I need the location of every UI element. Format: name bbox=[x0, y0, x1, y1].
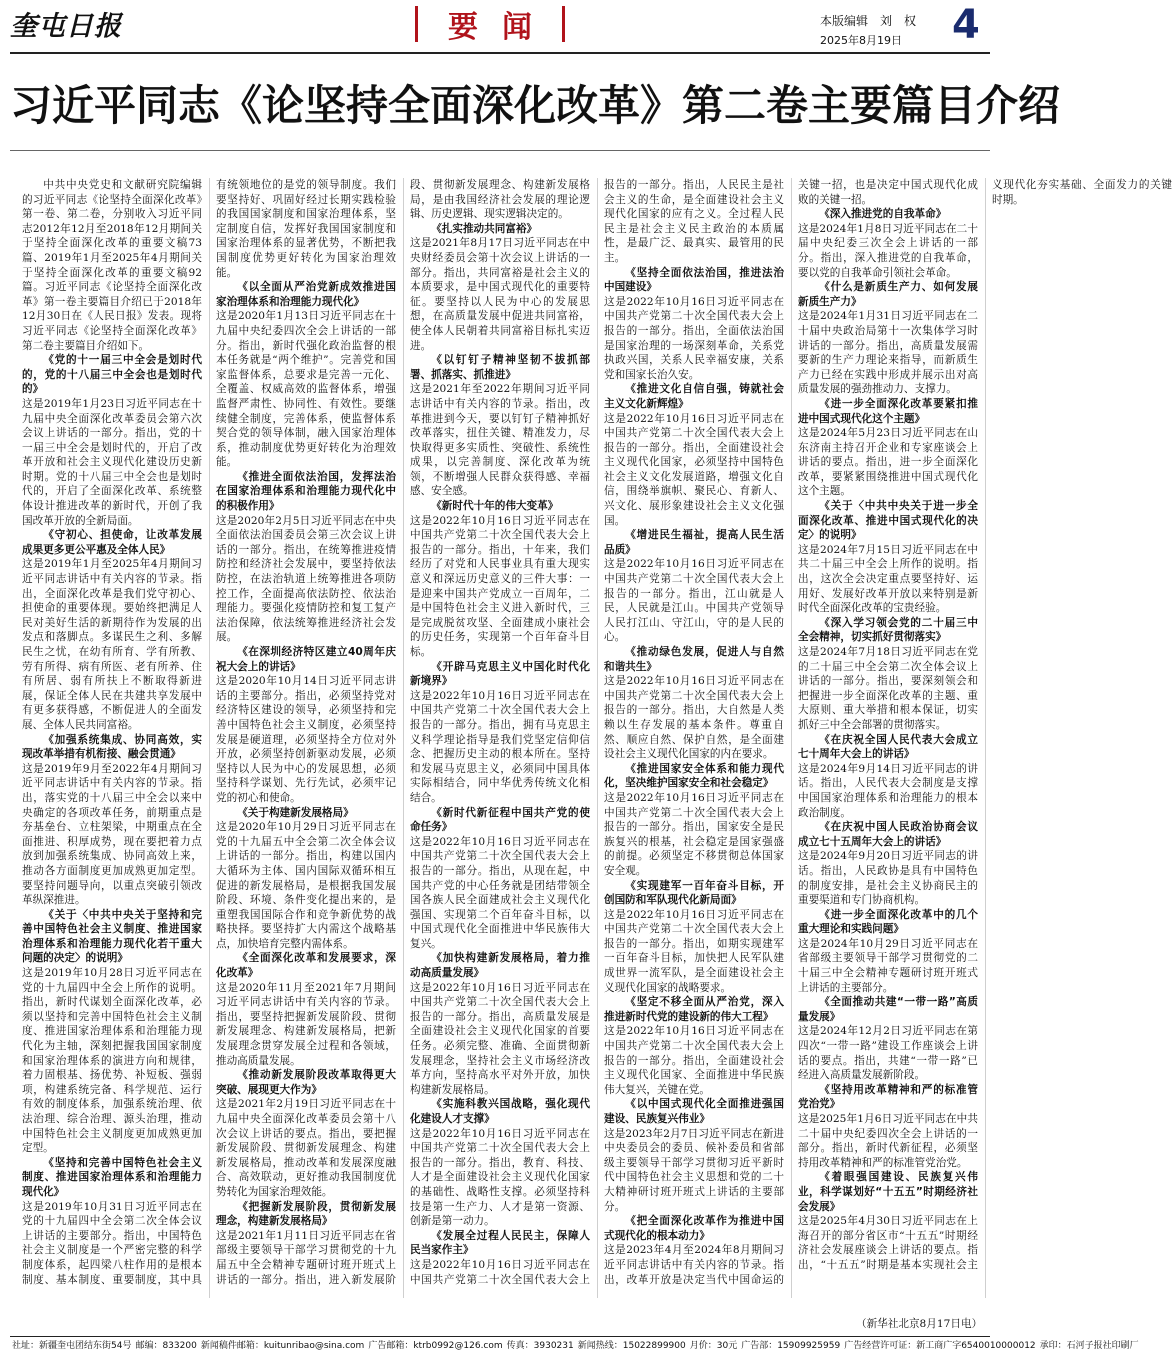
article-item bbox=[22, 353, 202, 528]
article-item bbox=[604, 266, 784, 383]
article-item-title: 《全面推动共建“一带一路”高质量发展》 bbox=[798, 996, 978, 1023]
article-item-body: 这是2022年10月16日习近平同志在中国共产党第二十次全国代表大会上报告的一部分。指出，国家安全是民族复兴的根基，社会稳定是国家强盛的前提。必须坚定不移贯彻总体国家安全观。 bbox=[604, 791, 784, 877]
article-item bbox=[798, 207, 978, 280]
headline-rule bbox=[10, 150, 990, 151]
article-item-body: 这是2024年10月29日习近平同志在省部级主要领导干部学习贯彻党的二十届三中全会精神专题研讨班开班式上讲话的主要部分。 bbox=[798, 937, 978, 994]
article-item-title: 《把全面深化改革作为推进中国式现代化的根本动力》 bbox=[604, 1215, 784, 1242]
article-item-title: 《扎实推动共同富裕》 bbox=[431, 222, 538, 235]
footer-ad-email: 广告邮箱：ktrb0992@126.com bbox=[368, 1341, 503, 1351]
article-item-body: 这是2022年10月16日习近平同志在中国共产党第二十次全国代表大会上报告的一部分。指出，从现在起，中国共产党的中心任务就是团结带领全国各族人民全面建成社会主义现代化强国、实现第二个百年奋斗目标，以中国式现代化全面推进中华民族伟大复兴。 bbox=[410, 835, 590, 950]
article-item bbox=[216, 1068, 396, 1199]
article-item bbox=[604, 382, 784, 528]
article-item-body: 这是2024年9月20日习近平同志的讲话。指出，人民政协是具有中国特色的制度安排，是社会主义协商民主的重要渠道和专门协商机构。 bbox=[798, 850, 978, 907]
article-item-title: 《发展全过程人民民主，保障人民当家作主》 bbox=[410, 1229, 590, 1257]
article-item-body: 这是2025年4月30日习近平同志在上海召开的部分省区市“十五五”时期经济社会发展座谈会上讲话的要点。指出，“十五五”时期是基本实现社会主义现代化夯实基础、全面发力的关键时期。 bbox=[798, 179, 1172, 1271]
article-item bbox=[798, 908, 978, 996]
article-item-body: 这是2019年1月至2025年4月期间习近平同志讲话中有关内容的节录。指出，全面深化改革是我们党守初心、担使命的重要体现。要始终把满足人民对美好生活的新期待作为发展的出发点和落脚点。多谋民生之利、多解民生之忧，在幼有所育、学有所教、劳有所得、病有所医、老有所养、住有所居、弱有所扶上不断取得新进展，保证全体人民在共建共享发展中有更多获得感，不断促进人的全面发展、全体人民共同富裕。 bbox=[22, 558, 202, 731]
article-item-title: 《在庆祝中国人民政治协商会议成立七十五周年大会上的讲话》 bbox=[798, 821, 978, 848]
article-item-body: 这是2021年8月17日习近平同志在中央财经委员会第十次会议上讲话的一部分。指出，共同富裕是社会主义的本质要求，是中国式现代化的重要特征。要坚持以人民为中心的发展思想，在高质量发展中促进共同富裕，使全体人民朝着共同富裕目标扎实迈进。 bbox=[410, 237, 590, 352]
article-item bbox=[798, 397, 978, 499]
article-item bbox=[798, 616, 978, 733]
article-item-body: 这是2019年10月28日习近平同志在党的十九届四中全会上所作的说明。指出，新时代谋划全面深化改革，必须以坚持和完善中国特色社会主义制度、推进国家治理体系和治理能力现代化为主轴，深刻把握我国国家制度和国家治理体系的演进方向和规律，着力固根基、扬优势、补短板、强弱项，构建系统完备、科学规范、运行有效的制度体系，加强系统治理、依法治理、综合治理、源头治理，推动中国特色社会主义制度更加成熟更加定型。 bbox=[22, 967, 202, 1155]
article-item-body: 这是2022年10月16日习近平同志在中国共产党第二十次全国代表大会上报告的一部分。指出，人民民主是社会主义的生命，是全面建设社会主义现代化国家的应有之义。全过程人民民主是社会主义民主政治的本质属性，是最广泛、最真实、最管用的民主。 bbox=[410, 179, 784, 1286]
article-item-title: 《新时代十年的伟大变革》 bbox=[431, 500, 559, 513]
article-item bbox=[604, 528, 784, 645]
section-title: 要闻 bbox=[448, 10, 556, 45]
footer-news-email: 新闻稿件邮箱：kuitunribao@sina.com bbox=[200, 1341, 365, 1351]
article-item-body: 这是2022年10月16日习近平同志在中国共产党第二十次全国代表大会上报告的一部分。指出，高质量发展是全面建设社会主义现代化国家的首要任务。必须完整、准确、全面贯彻新发展理念，坚持社会主义市场经济改革方向，坚持高水平对外开放，加快构建新发展格局。 bbox=[410, 981, 590, 1096]
article-item bbox=[798, 995, 978, 1083]
article-item-title: 《进一步全面深化改革要紧扣推进中国式现代化这个主题》 bbox=[798, 397, 978, 425]
issue-date: 2025年8月19日 bbox=[820, 34, 902, 47]
article-item-title: 《进一步全面深化改革中的几个重大理论和实践问题》 bbox=[798, 908, 978, 936]
article-item-body: 这是2024年7月15日习近平同志在中共二十届三中全会上所作的说明。指出，这次全会决定重点要坚持好、运用好、发展好改革开放以来特别是新时代全面深化改革的宝贵经验。 bbox=[798, 543, 978, 615]
article-item-title: 《坚持用改革精神和严的标准管党治党》 bbox=[798, 1083, 978, 1111]
article-item-title: 《什么是新质生产力、如何发展新质生产力》 bbox=[798, 281, 978, 308]
article-item bbox=[22, 908, 202, 1156]
article-item-body: 这是2024年1月8日习近平同志在二十届中央纪委三次全会上讲话的一部分。指出，深入推进党的自我革命，要以党的自我革命引领社会革命。 bbox=[798, 222, 978, 279]
article-item-body: 这是2022年10月16日习近平同志在中国共产党第二十次全国代表大会上报告的一部分。指出，拥有马克思主义科学理论指导是我们党坚定信仰信念、把握历史主动的根本所在。坚持和发展马克思主义，必须同中国具体实际相结合，同中华优秀传统文化相结合。 bbox=[410, 689, 590, 804]
article-item bbox=[798, 1083, 978, 1171]
footer-news-phone: 新闻热线：15022899900 bbox=[577, 1341, 686, 1351]
footer-fax: 传真：3930231 bbox=[506, 1341, 574, 1351]
article-item-body: 这是2020年10月29日习近平同志在党的十九届五中全会第二次全体会议上讲话的一部分。指出，构建以国内大循环为主体、国内国际双循环相互促进的新发展格局，是根据我国发展阶段、环境、条件变化提出来的，是重塑我国国际合作和竞争新优势的战略抉择。要坚持扩大内需这个战略基点，加快培育完整内需体系。 bbox=[216, 821, 396, 950]
article-item-body: 这是2022年10月16日习近平同志在中国共产党第二十次全国代表大会上报告的一部分。指出，教育、科技、人才是全面建设社会主义现代化国家的基础性、战略性支撑。必须坚持科技是第一生产力、人才是第一资源、创新是第一动力。 bbox=[410, 1127, 590, 1228]
article-item bbox=[604, 1097, 784, 1214]
article-item-body: 这是2019年9月至2022年4月期间习近平同志讲话中有关内容的节录。指出，落实党的十八届三中全会以来中央确定的各项改革任务，前期重点是夯基垒台、立柱架梁，中期重点在全面推进、积厚成势，现在要把着力点放到加强系统集成、协同高效上来，推动各方面制度更加成熟更加定型。要坚持问题导向，以重点突破引领改革纵深推进。 bbox=[22, 762, 202, 907]
article-item-body: 这是2022年10月16日习近平同志在中国共产党第二十次全国代表大会上报告的一部分。指出，全面依法治国是国家治理的一场深刻革命，关系党执政兴国，关系人民幸福安康，关系党和国家长治久安。 bbox=[604, 295, 784, 381]
article-item-body: 这是2023年2月7日习近平同志在新进中央委员会的委员、候补委员和省部级主要领导干部学习贯彻习近平新时代中国特色社会主义思想和党的二十大精神研讨班开班式上讲话的主要部分。 bbox=[604, 1127, 784, 1213]
article-item-body: 这是2020年1月13日习近平同志在十九届中央纪委四次全会上讲话的一部分。指出，新时代强化政治监督的根本任务就是“两个维护”。完善党和国家监督体系，总要求是完善一元化、全覆盖、权威高效的监督体系，增强监督严肃性、协同性、有效性。要继续健全制度，完善体系，使监督体系契合党的领导体制，融入国家治理体系，推动制度优势更好转化为治理效能。 bbox=[216, 310, 396, 469]
article-item bbox=[216, 280, 396, 470]
article-item bbox=[798, 733, 978, 821]
article-item-title: 《以中国式现代化全面推进强国建设、民族复兴伟业》 bbox=[604, 1098, 784, 1125]
article-item-title: 《在深圳经济特区建立40周年庆祝大会上的讲话》 bbox=[216, 646, 396, 673]
article-item bbox=[410, 353, 590, 499]
article-item-body: 这是2025年1月6日习近平同志在中共二十届中央纪委四次全会上讲话的一部分。指出，新时代新征程，必须坚持用改革精神和严的标准管党治党。 bbox=[798, 1113, 978, 1169]
article-item-title: 《关于〈中共中央关于坚持和完善中国特色社会主义制度、推进国家治理体系和治理能力现代化若干重大问题的决定〉的说明》 bbox=[22, 908, 202, 965]
news-source: （新华社北京8月17日电） bbox=[856, 1318, 983, 1330]
article-item-body: 这是2020年10月14日习近平同志讲话的主要部分。指出，必须坚持党对经济特区建设的领导，必须坚持和完善中国特色社会主义制度，必须坚持发展是硬道理，必须坚持全方位对外开放，必须坚持创新驱动发展，必须坚持以人民为中心的发展思想，必须坚持科学谋划、先行先试，必须牢记党的初心和使命。 bbox=[216, 675, 396, 804]
article-item-title: 《推进全面依法治国，发挥法治在国家治理体系和治理能力现代化中的积极作用》 bbox=[216, 470, 396, 513]
article-item-body: 这是2024年12月2日习近平同志在第四次“一带一路”建设工作座谈会上讲话的要点。指出，共建“一带一路”已经进入高质量发展新阶段。 bbox=[798, 1025, 978, 1082]
article-item bbox=[216, 806, 396, 952]
section-bar-right bbox=[562, 6, 565, 42]
article-item-body: 这是2020年2月5日习近平同志在中央全面依法治国委员会第三次会议上讲话的一部分。指出，在统筹推进疫情防控和经济社会发展中，要坚持依法防控，在法治轨道上统筹推进各项防控工作，全面提高依法防控、依法治理能力。要强化疫情防控和复工复产法治保障，依法统筹推进经济社会发展。 bbox=[216, 514, 396, 644]
article-item-body: 这是2021年2月19日习近平同志在十九届中央全面深化改革委员会第十八次会议上讲话的要点。指出，要把握新发展阶段、贯彻新发展理念、构建新发展格局，推动改革和发展深度融合、高效联动，更好推动我国制度优势转化为国家治理效能。 bbox=[216, 1098, 396, 1198]
article-item-title: 《坚持和完善中国特色社会主义制度、推进国家治理体系和治理能力现代化》 bbox=[22, 1156, 202, 1198]
newspaper-logo: 奎屯日报 bbox=[10, 11, 122, 42]
article-item-title: 《全面深化改革和发展要求，深化改革》 bbox=[216, 952, 396, 980]
article-item-body: 这是2021年1月11日习近平同志在省部级主要领导干部学习贯彻党的十九届五中全会精神专题研讨班开班式上讲话的一部分。指出，进入新发展阶段、贯彻新发展理念、构建新发展格局，是由我国经济社会发展的理论逻辑、历史逻辑、现实逻辑决定的。 bbox=[216, 179, 590, 1286]
article-item-body: 这是2022年10月16日习近平同志在中国共产党第二十次全国代表大会上报告的一部分。指出，全面建设社会主义现代化国家、全面推进中华民族伟大复兴，关键在党。 bbox=[604, 1025, 784, 1096]
article-item-body: 这是2023年4月至2024年8月期间习近平同志讲话中有关内容的节录。指出，改革开放是决定当代中国命运的关键一招，也是决定中国式现代化成败的关键一招。 bbox=[604, 179, 978, 1286]
article-item bbox=[410, 806, 590, 952]
masthead-rule bbox=[10, 52, 990, 54]
article-item bbox=[798, 499, 978, 616]
article-item bbox=[410, 499, 590, 660]
article-item-title: 《以全面从严治党新成效推进国家治理体系和治理能力现代化》 bbox=[216, 281, 396, 308]
article-item-title: 《新时代新征程中国共产党的使命任务》 bbox=[410, 806, 590, 834]
footer bbox=[10, 1338, 1139, 1354]
article-item-title: 《加快构建新发展格局，着力推动高质量发展》 bbox=[410, 952, 590, 980]
article-item-title: 《坚持全面依法治国，推进法治中国建设》 bbox=[604, 266, 784, 294]
article-item bbox=[216, 951, 396, 1068]
article-item-body: 这是2022年10月16日习近平同志在中国共产党第二十次全国代表大会上报告的一部分。指出，大自然是人类赖以生存发展的基本条件。尊重自然、顺应自然、保护自然，是全面建设社会主义现代化国家的内在要求。 bbox=[604, 675, 784, 761]
footer-ad-license: 广告经营许可证：新工商广字6540010000012 bbox=[844, 1341, 1036, 1351]
article-item-title: 《守初心、担使命，让改革发展成果更多更公平惠及全体人民》 bbox=[22, 529, 202, 556]
article-intro: 中共中央党史和文献研究院编辑的习近平同志《论坚持全面深化改革》第一卷、第二卷，分别收入习近平同志2012年12月至2018年12月期间关于坚持全面深化改革的重要文稿73篇、2019年1月至2025年4月期间关于坚持全面深化改革的重要文稿92篇。习近平同志《论坚持全面深化改革》第一卷主要篇目介绍已于2018年12月30日在《人民日报》发表。现将习近平同志《论坚持全面深化改革》第二卷主要篇目介绍如下。 bbox=[22, 179, 202, 352]
article-item-title: 《在庆祝全国人民代表大会成立七十周年大会上的讲话》 bbox=[798, 733, 978, 761]
article-item-title: 《实现建军一百年奋斗目标，开创国防和军队现代化新局面》 bbox=[604, 879, 784, 907]
article-item-title: 《以钉钉子精神坚韧不拔抓部署、抓落实、抓推进》 bbox=[410, 354, 590, 381]
article-item bbox=[22, 528, 202, 732]
masthead bbox=[0, 0, 1000, 52]
article-item-title: 《坚定不移全面从严治党，深入推进新时代党的建设新的伟大工程》 bbox=[604, 996, 784, 1023]
article-item-title: 《把握新发展阶段，贯彻新发展理念，构建新发展格局》 bbox=[216, 1200, 396, 1228]
article-body bbox=[22, 178, 1172, 1298]
article-item bbox=[798, 280, 978, 397]
article-item-body: 这是2022年10月16日习近平同志在中国共产党第二十次全国代表大会上报告的一部分。指出，十年来，我们经历了对党和人民事业具有重大现实意义和深远历史意义的三件大事：一是迎来中国共产党成立一百周年，二是中国特色社会主义进入新时代，三是完成脱贫攻坚、全面建成小康社会的历史任务，实现第一个百年奋斗目标。 bbox=[410, 514, 590, 658]
article-item-title: 《推进文化自信自强，铸就社会主义文化新辉煌》 bbox=[604, 383, 784, 410]
article-item bbox=[410, 1097, 590, 1228]
article-item-body: 这是2022年10月16日习近平同志在中国共产党第二十次全国代表大会上报告的一部分。指出，江山就是人民，人民就是江山。中国共产党领导人民打江山、守江山，守的是人民的心。 bbox=[604, 558, 784, 644]
article-item bbox=[216, 645, 396, 806]
article-item-title: 《深入学习领会党的二十届三中全会精神，切实抓好贯彻落实》 bbox=[798, 616, 978, 644]
article-item-title: 《推动绿色发展，促进人与自然和谐共生》 bbox=[604, 646, 784, 673]
article-item bbox=[410, 222, 590, 353]
article-item bbox=[410, 660, 590, 806]
article-item bbox=[604, 879, 784, 996]
section-header bbox=[400, 6, 580, 45]
article-item-title: 《着眼强国建设、民族复兴伟业，科学谋划好“十五五”时期经济社会发展》 bbox=[798, 1171, 978, 1213]
article-item-body: 这是2019年10月31日习近平同志在党的十九届四中全会第二次全体会议上讲话的主要部分。指出，中国特色社会主义制度是一个严密完整的科学制度体系，起四梁八柱作用的是根本制度、基本制度、重要制度，其中具有统领地位的是党的领导制度。我们要坚持好、巩固好经过长期实践检验的我国国家制度和国家治理体系，坚定制度自信，发挥好我国国家制度和国家治理体系的显著优势，不断把我国制度优势更好转化为国家治理效能。 bbox=[22, 179, 396, 1286]
article-item-body: 这是2021年至2022年期间习近平同志讲话中有关内容的节录。指出，改革推进到今天，要以钉钉子精神抓好改革落实，扭住关键、精准发力，尽快取得更多实质性、突破性、系统性成果，以完善制度、深化改革为统领，不断增强人民群众获得感、幸福感、安全感。 bbox=[410, 383, 590, 498]
article-item bbox=[604, 762, 784, 879]
article-item-body: 这是2022年10月16日习近平同志在中国共产党第二十次全国代表大会上报告的一部分。指出，全面建设社会主义现代化国家，必须坚持中国特色社会主义文化发展道路，增强文化自信，围绕举旗帜、聚民心、育新人、兴文化、展形象建设社会主义文化强国。 bbox=[604, 412, 784, 527]
article-item-title: 《关于构建新发展格局》 bbox=[237, 806, 354, 819]
article-item-title: 《深入推进党的自我革命》 bbox=[819, 208, 947, 221]
footer-address: 社址：新疆奎屯团结东街54号 bbox=[12, 1341, 132, 1351]
article-item-body: 这是2020年11月至2021年7月期间习近平同志讲话中有关内容的节录。指出，要坚持把握新发展阶段、贯彻新发展理念、构建新发展格局，把新发展理念贯穿发展全过程和各领域，推动高质量发展。 bbox=[216, 981, 396, 1067]
footer-postcode: 邮编：833200 bbox=[135, 1341, 197, 1351]
article-item bbox=[216, 470, 396, 645]
article-item bbox=[798, 820, 978, 908]
footer-rule bbox=[10, 1336, 990, 1337]
page-number: 4 bbox=[952, 2, 980, 48]
article-item-title: 《党的十一届三中全会是划时代的，党的十八届三中全会也是划时代的》 bbox=[22, 354, 202, 396]
article-item-body: 这是2024年9月14日习近平同志的讲话。指出，人民代表大会制度是支撑中国国家治理体系和治理能力的根本政治制度。 bbox=[798, 762, 978, 819]
article-item-title: 《推进国家安全体系和能力现代化，坚决维护国家安全和社会稳定》 bbox=[604, 762, 784, 790]
page-editor: 本版编辑 刘 权 bbox=[820, 14, 917, 28]
article-item-body: 这是2024年7月18日习近平同志在党的二十届三中全会第二次全体会议上讲话的一部分。指出，要深刻领会和把握进一步全面深化改革的主题、重大原则、重大举措和根本保证，切实抓好三中全会部署的贯彻落实。 bbox=[798, 646, 978, 731]
article-item-body: 这是2024年1月31日习近平同志在二十届中央政治局第十一次集体学习时讲话的一部分。指出，高质量发展需要新的生产力理论来指导，而新质生产力已经在实践中形成并展示出对高质量发展的强劲推动力、支撑力。 bbox=[798, 310, 978, 396]
article-item-title: 《加强系统集成、协同高效，实现改革举措有机衔接、融会贯通》 bbox=[22, 733, 202, 761]
article-item bbox=[410, 951, 590, 1097]
headline: 习近平同志《论坚持全面深化改革》第二卷主要篇目介绍 bbox=[10, 81, 1061, 130]
article-item bbox=[604, 645, 784, 762]
footer-price: 月价：30元 bbox=[689, 1341, 738, 1351]
article-item-title: 《实施科教兴国战略，强化现代化建设人才支撑》 bbox=[410, 1098, 590, 1125]
article-item-body: 这是2019年1月23日习近平同志在十九届中央全面深化改革委员会第六次会议上讲话的一部分。指出，党的十一届三中全会是划时代的，开启了改革开放和社会主义现代化建设历史新时期。党的十八届三中全会也是划时代的，开启了全面深化改革、系统整体设计推进改革的新时代，开创了我国改革开放的全新局面。 bbox=[22, 397, 202, 527]
article-item-title: 《开辟马克思主义中国化时代化新境界》 bbox=[410, 660, 590, 688]
footer-printer: 承印：石河子报社印刷厂 bbox=[1039, 1341, 1139, 1351]
article-item bbox=[604, 995, 784, 1097]
article-item-title: 《推动新发展阶段改革取得更大突破、展现更大作为》 bbox=[216, 1069, 396, 1096]
article-item-title: 《关于〈中共中央关于进一步全面深化改革、推进中国式现代化的决定〉的说明》 bbox=[798, 500, 978, 542]
article-item-body: 这是2022年10月16日习近平同志在中国共产党第二十次全国代表大会上报告的一部分。指出，如期实现建军一百年奋斗目标，加快把人民军队建成世界一流军队，是全面建设社会主义现代化国家的战略要求。 bbox=[604, 908, 784, 994]
article-item bbox=[22, 733, 202, 908]
footer-ad-phone: 广告部：15909925959 bbox=[741, 1341, 841, 1351]
article-item-title: 《增进民生福祉，提高人民生活品质》 bbox=[604, 529, 784, 556]
article-item-body: 这是2024年5月23日习近平同志在山东济南主持召开企业和专家座谈会上讲话的要点。指出，进一步全面深化改革，要紧紧围绕推进中国式现代化这个主题。 bbox=[798, 427, 978, 498]
